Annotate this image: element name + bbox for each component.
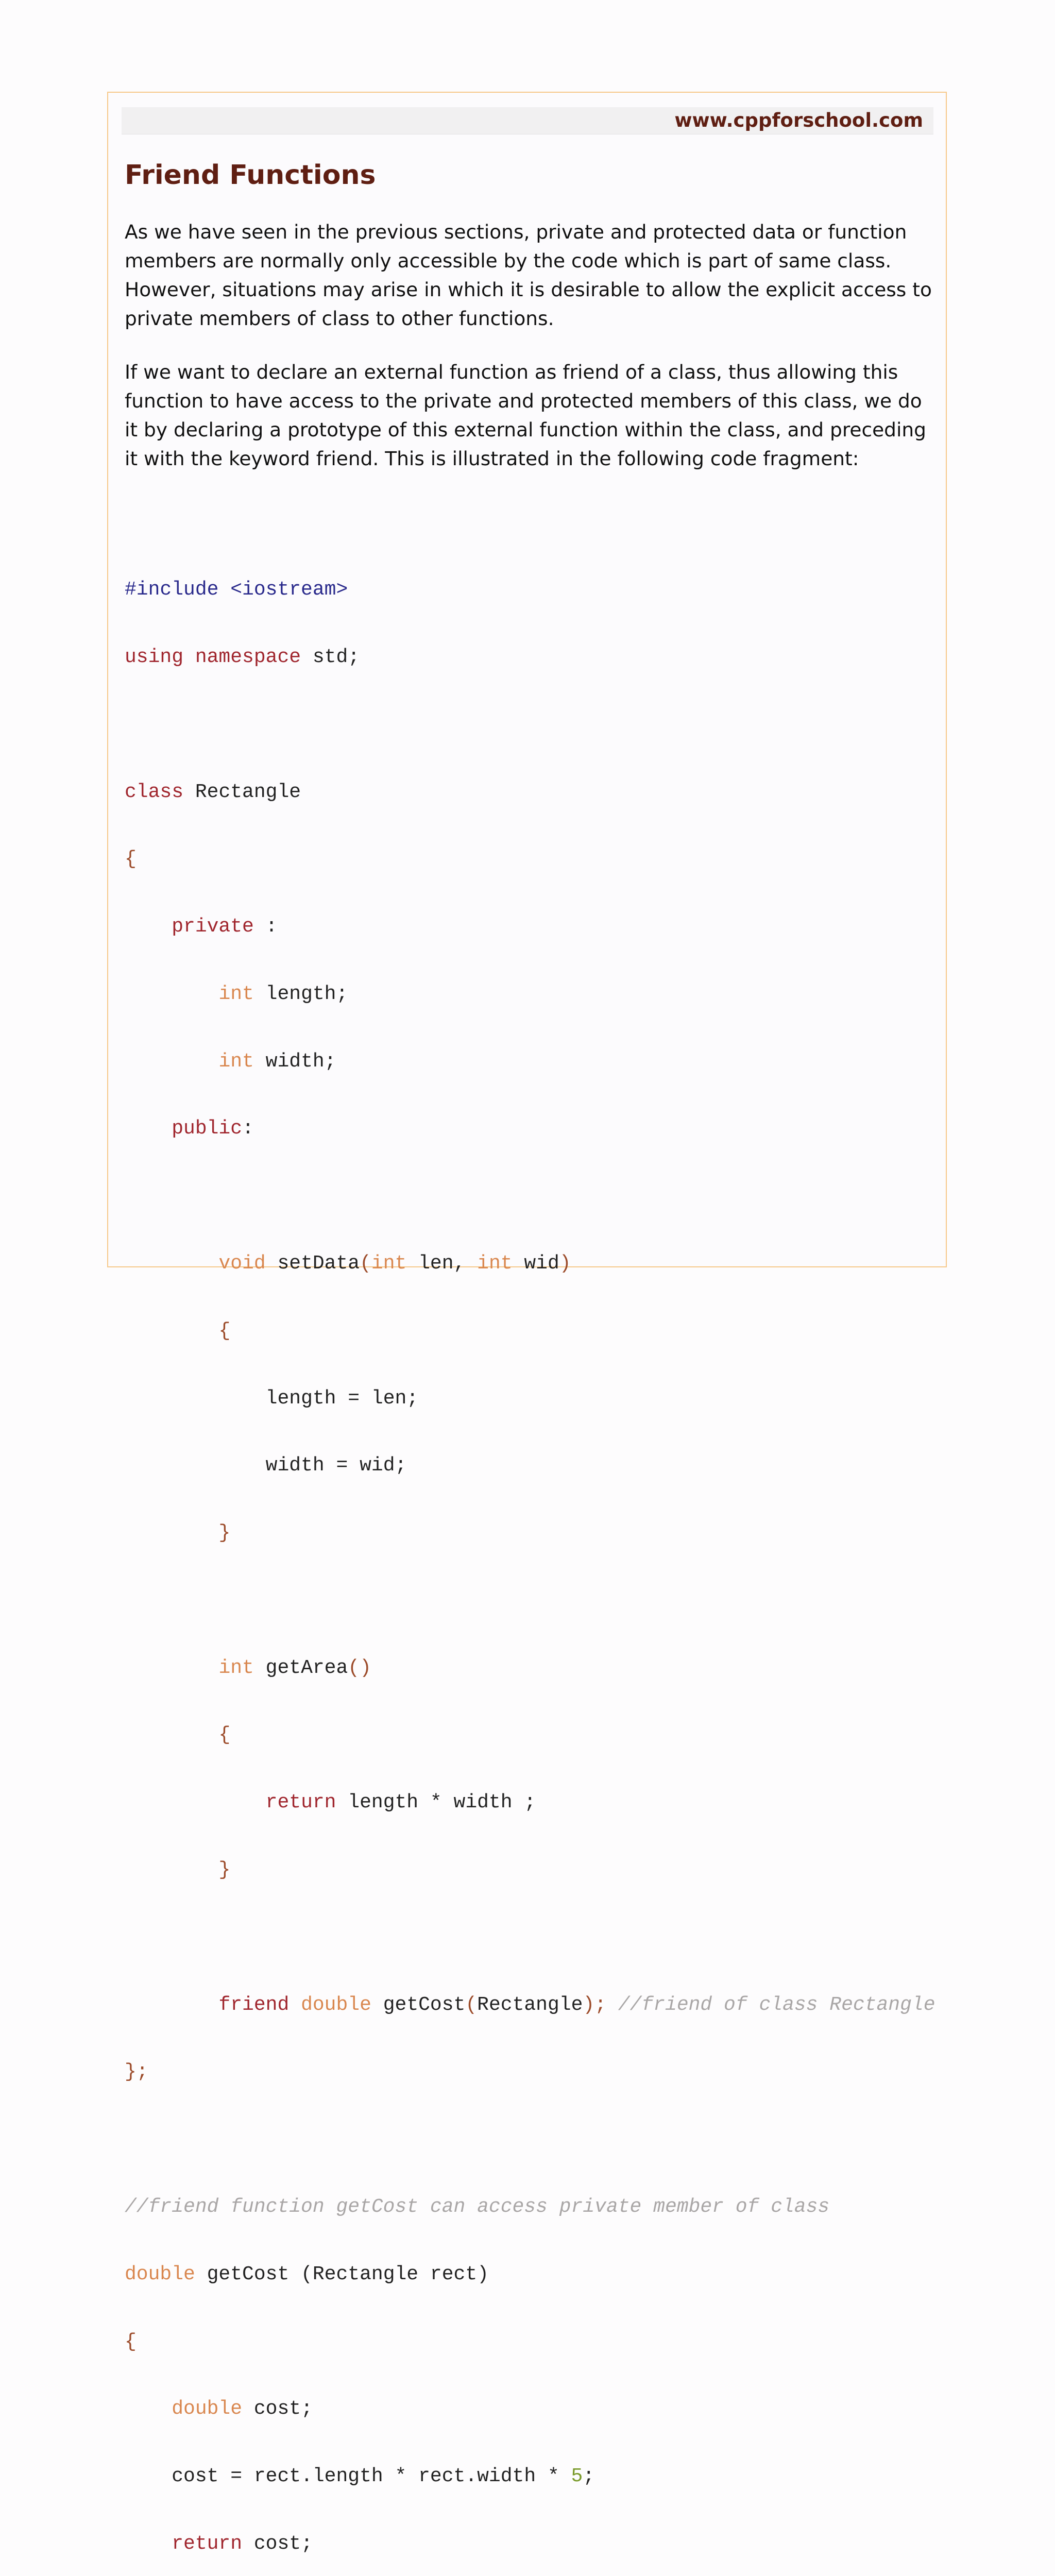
site-url-link[interactable]: www.cppforschool.com [674,109,923,131]
code-brace: } [218,1859,231,1882]
code-text: width; [253,1050,336,1073]
code-blank-line [125,1589,944,1612]
code-double-keyword: double [125,2263,195,2285]
code-text: Rectangle [477,1993,583,2016]
code-text: : [253,916,278,938]
page-frame [107,92,947,2555]
code-line [125,1454,944,1477]
code-text: getCost [371,1993,466,2016]
code-double-keyword: double [172,2398,243,2420]
code-line [125,2398,944,2420]
code-line [125,1252,944,1275]
code-line [125,1791,944,1814]
code-line [125,1994,944,2016]
code-return-keyword: return [265,1791,336,1814]
code-brace: { [125,848,137,871]
code-text: wid [512,1252,559,1275]
code-line [125,579,944,601]
site-header-bar [122,107,933,134]
code-text: length; [253,982,348,1005]
code-brace: { [218,1724,231,1747]
code-line [125,916,944,938]
code-line [125,2196,944,2218]
code-blank-line [125,2128,944,2151]
code-text: : [242,1117,254,1140]
code-line [125,2263,944,2286]
code-text: width = wid; [265,1454,407,1477]
code-int-keyword: int [218,1656,254,1679]
code-line [125,1522,944,1545]
code-text: length = len; [265,1387,419,1410]
code-line [125,1320,944,1343]
code-using-keyword: using namespace [125,646,301,668]
code-comment: //friend of class Rectangle [606,1993,935,2016]
code-paren: ) [559,1252,571,1275]
code-line [125,2061,944,2083]
code-paren: () [348,1656,371,1679]
code-brace: { [218,1319,231,1342]
code-line [125,1050,944,1073]
code-int-keyword: int [218,982,254,1005]
code-text: getCost (Rectangle rect) [195,2263,489,2285]
code-line [125,781,944,804]
code-line [125,983,944,1006]
code-line [125,646,944,669]
code-text: len, [406,1252,478,1275]
code-text: cost; [242,2532,313,2555]
code-line [125,1859,944,1882]
code-paren: ( [360,1252,371,1275]
code-brace: { [125,2330,137,2353]
code-brace: }; [125,2061,148,2083]
page-title: Friend Functions [125,160,376,191]
code-line [125,1117,944,1140]
code-blank-line [125,1926,944,1949]
code-private-keyword: private [172,916,254,938]
code-number: 5 [571,2465,583,2488]
code-public-keyword: public [172,1117,243,1140]
code-void-keyword: void [218,1252,266,1275]
code-include: #include <iostream> [125,579,348,601]
code-paren: ); [583,1993,606,2016]
code-text: std; [301,646,360,668]
intro-paragraph: As we have seen in the previous sections, private and protected data or function members are normally only accessible by the code which is part of same class. However, situations may arise in which it is desirable to allow the explicit access to private members of class to other functions. [125,221,932,330]
code-line [125,2465,944,2488]
code-int-keyword: int [477,1252,513,1275]
code-text: cost; [242,2398,313,2420]
friend-explanation-paragraph: If we want to declare an external function as friend of a class, thus allowing this function to have access to the private and protected members of this class, we do it by declaring a prototype of this external function within the class, and preceding it with the keyword friend. This is illustrated in the following code fragment: [125,361,926,470]
code-block [125,534,944,2576]
code-text: cost = rect.length * rect.width * [172,2465,571,2488]
code-line [125,1657,944,1680]
code-comment: //friend function getCost can access private member of class [125,2195,830,2218]
code-int-keyword: int [218,1050,254,1073]
code-return-keyword: return [172,2532,243,2555]
code-class-keyword: class [125,781,184,803]
code-blank-line [125,714,944,736]
code-brace: } [218,1522,231,1545]
code-text: setData [265,1252,360,1275]
code-paren: ( [465,1993,478,2016]
code-blank-line [125,1185,944,1208]
code-line [125,848,944,871]
code-line [125,1387,944,1410]
code-text: getArea [253,1656,348,1679]
code-line [125,1724,944,1747]
code-line [125,2331,944,2353]
code-double-keyword: double [301,1993,371,2016]
code-line [125,2533,944,2555]
code-friend-keyword: friend [218,1993,290,2016]
code-text: length * width ; [336,1791,536,1814]
code-int-keyword: int [371,1252,407,1275]
code-class-name: Rectangle [183,781,301,803]
code-text: ; [583,2465,595,2488]
